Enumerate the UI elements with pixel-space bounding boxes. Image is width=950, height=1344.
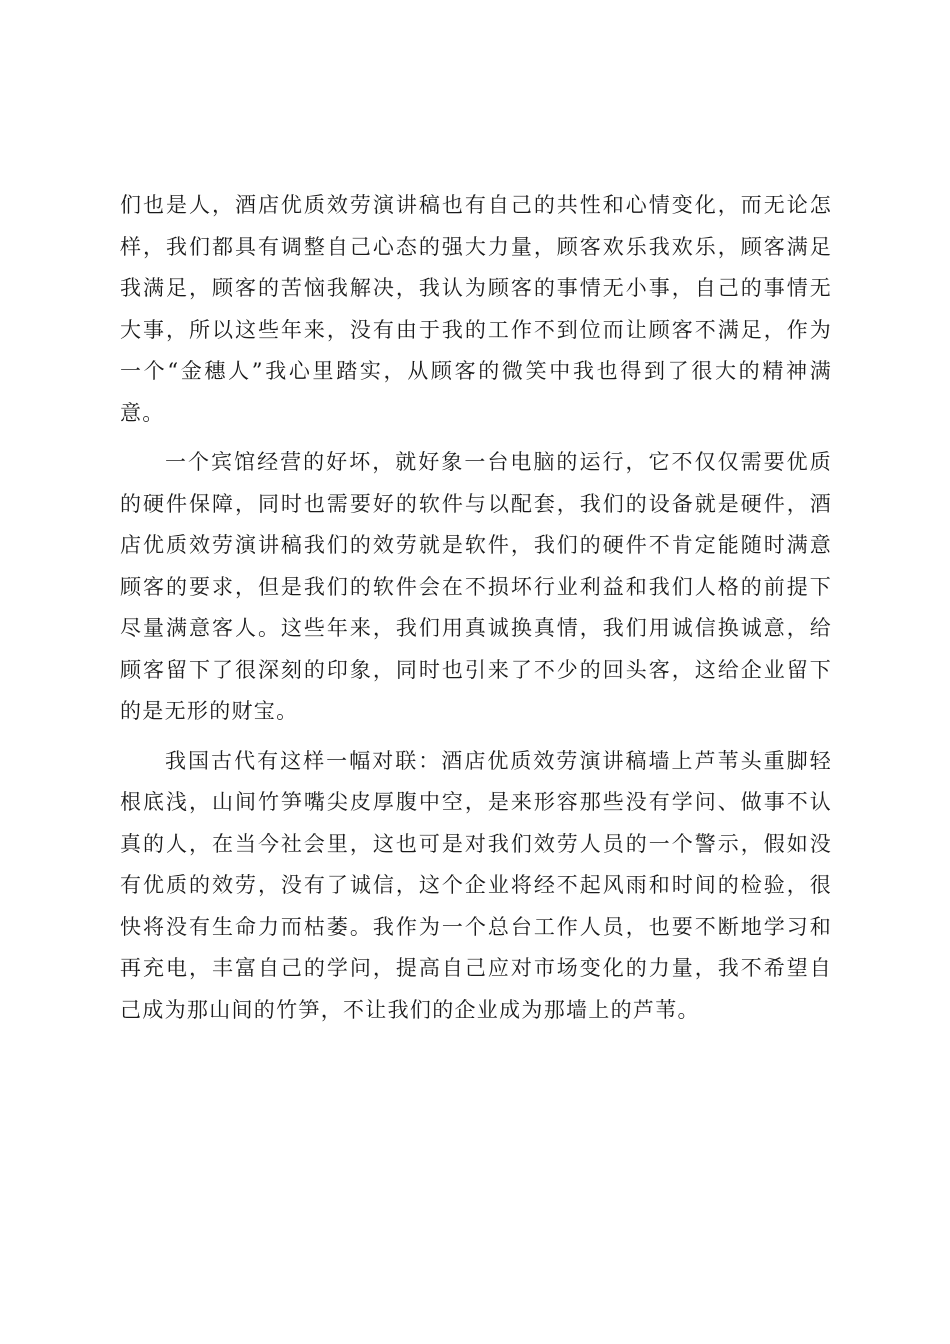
text-line: 们也是人，酒店优质效劳演讲稿也有自己的共性和心情变化，而无论怎 [120,193,832,217]
text-line: 快将没有生命力而枯萎。我作为一个总台工作人员，也要不断地学习和 [120,914,832,939]
text-line: 店优质效劳演讲稿我们的效劳就是软件，我们的硬件不肯定能随时满意 [120,533,832,557]
text-line: 我满足，顾客的苦恼我解决，我认为顾客的事情无小事，自己的事情无 [120,276,832,300]
text-line: 再充电，丰富自己的学问，提高自己应对市场变化的力量，我不希望自 [120,956,832,980]
text-line: 有优质的效劳，没有了诚信，这个企业将经不起风雨和时间的检验，很 [120,873,832,897]
text-line: 一个宾馆经营的好坏，就好象一台电脑的运行，它不仅仅需要优质 [165,450,832,474]
text-line: 样，我们都具有调整自己心态的强大力量，顾客欢乐我欢乐，顾客满足 [120,234,832,259]
text-line: 一个“金穗人”我心里踏实，从顾客的微笑中我也得到了很大的精神满 [120,359,832,383]
text-line: 顾客留下了很深刻的印象，同时也引来了不少的回头客，这给企业留下 [120,657,832,682]
text-line: 我国古代有这样一幅对联：酒店优质效劳演讲稿墙上芦苇头重脚轻 [165,748,832,773]
paragraph-3 [120,741,832,1032]
text-line: 真的人，在当今社会里，这也可是对我们效劳人员的一个警示，假如没 [120,831,832,856]
paragraph-1 [120,185,832,434]
text-line: 的是无形的财宝。 [120,699,299,723]
document-body [120,185,832,1031]
text-line: 己成为那山间的竹笋，不让我们的企业成为那墙上的芦苇。 [120,997,700,1022]
text-line: 根底浅，山间竹笋嘴尖皮厚腹中空，是来形容那些没有学问、做事不认 [120,790,832,814]
text-line: 顾客的要求，但是我们的软件会在不损坏行业利益和我们人格的前提下 [120,574,832,599]
paragraph-2 [120,442,832,733]
text-line: 意。 [120,400,165,425]
text-line: 的硬件保障，同时也需要好的软件与以配套，我们的设备就是硬件，酒 [120,491,832,516]
text-line: 尽量满意客人。这些年来，我们用真诚换真情，我们用诚信换诚意，给 [120,616,832,640]
text-line: 大事，所以这些年来，没有由于我的工作不到位而让顾客不满足，作为 [120,317,832,342]
